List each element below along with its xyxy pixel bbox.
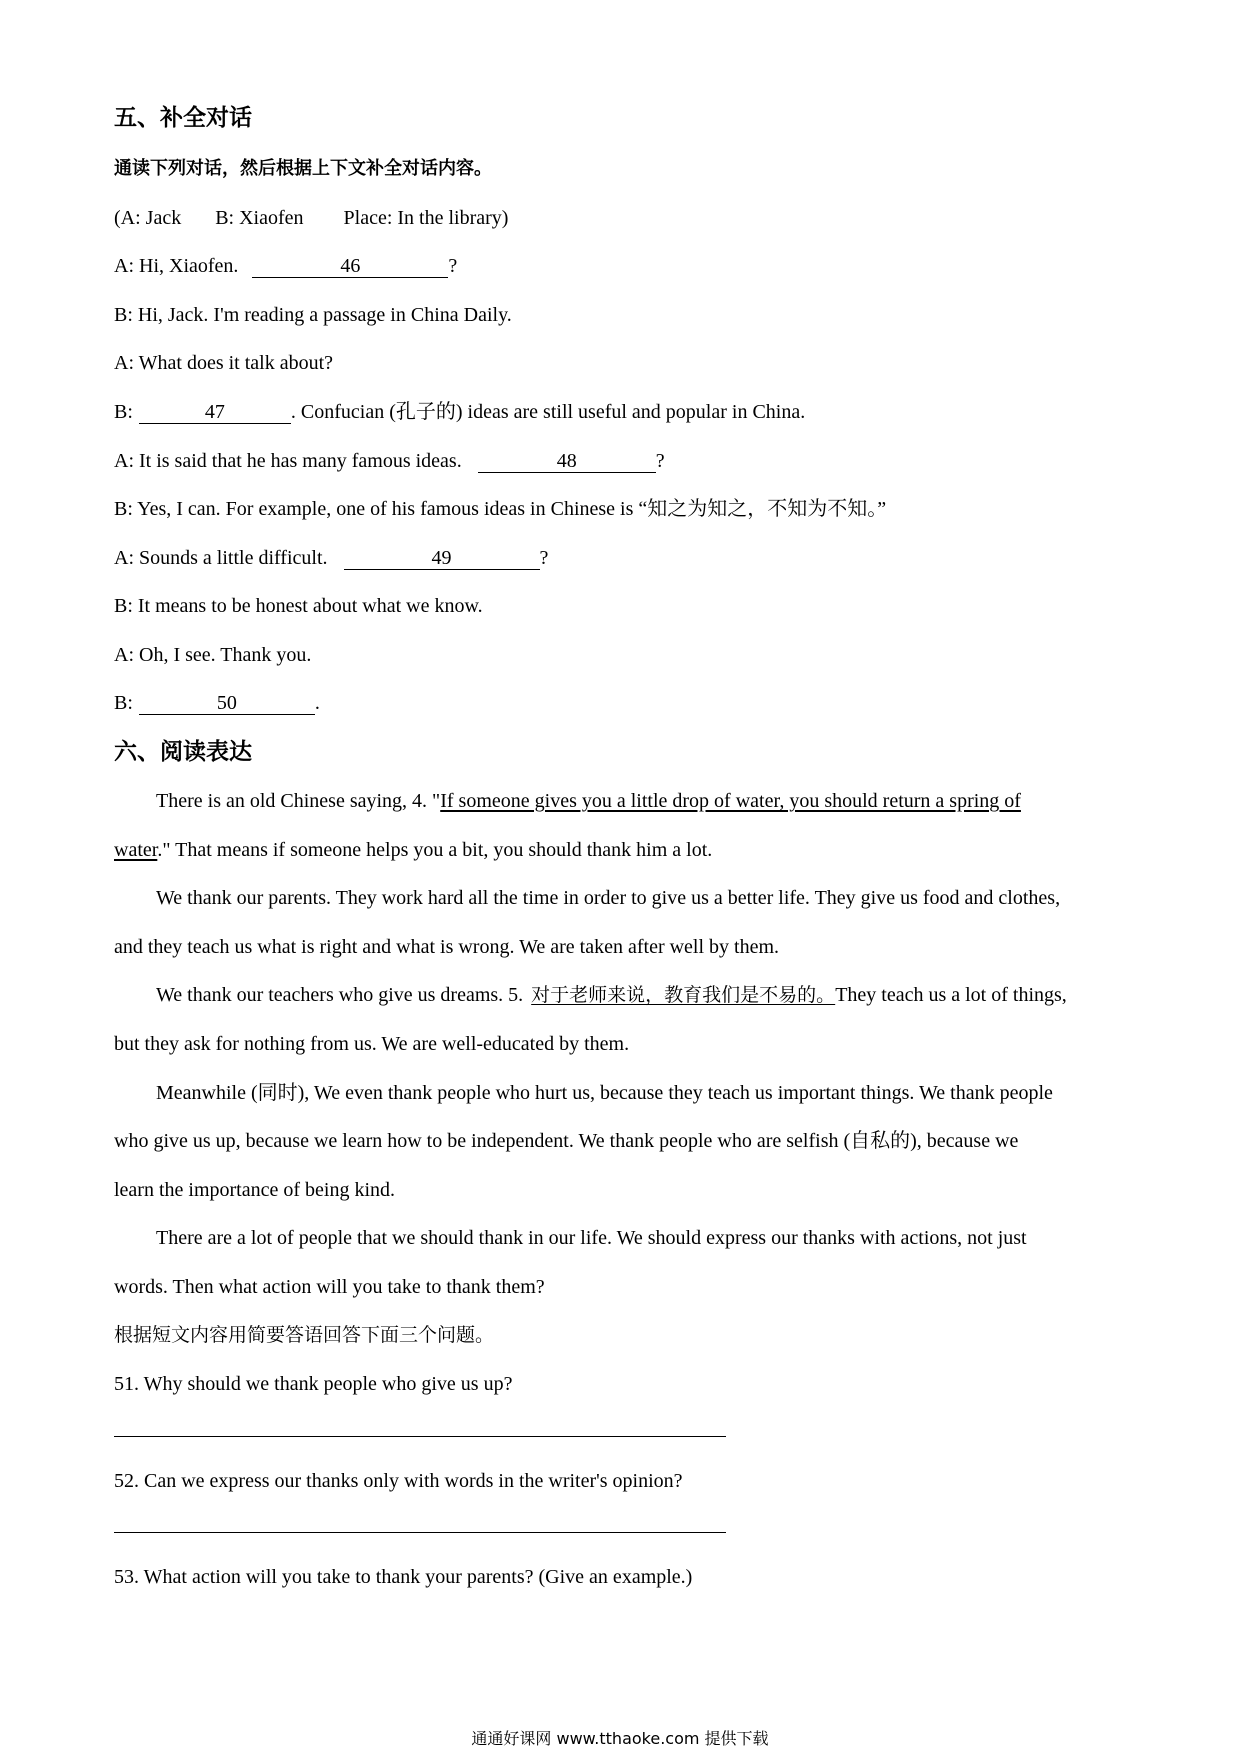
dialogue-line: A: Hi, Xiaofen. 46 ? (114, 255, 458, 277)
dialogue-line: B: 47 . Confucian (孔子的) ideas are still useful and popular in China. (114, 401, 806, 423)
section-instruction: 通读下列对话，然后根据上下文补全对话内容。 (114, 158, 492, 179)
paragraph-line: We thank our teachers who give us dreams. 5. 对于老师来说，教育我们是不易的。They teach us a lot of things, (156, 984, 1067, 1006)
answer-blank-49[interactable]: 49 (344, 547, 540, 570)
translation-target-4-end: water (114, 839, 158, 861)
answer-blank-47[interactable]: 47 (139, 401, 291, 424)
dialogue-line: A: What does it talk about? (114, 352, 334, 374)
answer-blank-46[interactable]: 46 (252, 255, 448, 278)
paragraph-line: but they ask for nothing from us. We are well-educated by them. (114, 1033, 630, 1055)
paragraph-line: words. Then what action will you take to thank them? (114, 1276, 545, 1298)
paragraph-line: There is an old Chinese saying, 4. "If someone gives you a little drop of water, you should return a spring of (156, 790, 1021, 812)
paragraph-line: Meanwhile (同时), We even thank people who hurt us, because they teach us important things. We thank people (156, 1082, 1053, 1104)
question-51: 51. Why should we thank people who give us up? (114, 1373, 513, 1395)
question-52: 52. Can we express our thanks only with words in the writer's opinion? (114, 1470, 683, 1492)
dialogue-line: B: Hi, Jack. I'm reading a passage in China Daily. (114, 304, 512, 326)
section-heading: 五、补全对话 (114, 105, 252, 131)
question-53: 53. What action will you take to thank your parents? (Give an example.) (114, 1566, 693, 1588)
dialogue-line: A: Sounds a little difficult. 49 ? (114, 547, 549, 569)
paragraph-line: learn the importance of being kind. (114, 1179, 396, 1201)
dialogue-line: A: Oh, I see. Thank you. (114, 644, 312, 666)
translation-target-4: If someone gives you a little drop of water, you should return a spring of (440, 790, 1021, 812)
dialogue-line: B: It means to be honest about what we know. (114, 595, 483, 617)
paragraph-line: and they teach us what is right and what is wrong. We are taken after well by them. (114, 936, 780, 958)
answer-line-52[interactable] (114, 1532, 726, 1533)
dialogue-line: A: It is said that he has many famous ideas. 48 ? (114, 450, 665, 472)
dialogue-line: B: 50 . (114, 692, 320, 714)
dialogue-roles (114, 206, 508, 230)
translation-target-5: 对于老师来说，教育我们是不易的。 (531, 984, 836, 1006)
paragraph-line: There are a lot of people that we should thank in our life. We should express our thanks with actions, not just (156, 1227, 1027, 1249)
paragraph-line: water." That means if someone helps you a bit, you should thank him a lot. (114, 839, 713, 861)
role-a: (A: Jack (114, 207, 182, 229)
paragraph-line: who give us up, because we learn how to be independent. We thank people who are selfish (自私的), because we (114, 1130, 1019, 1152)
answer-blank-50[interactable]: 50 (139, 692, 315, 715)
page-footer: 通通好课网 www.tthaoke.com 提供下载 (471, 1729, 769, 1748)
place: Place: In the library) (343, 207, 509, 229)
questions-instruction: 根据短文内容用简要答语回答下面三个问题。 (114, 1324, 495, 1346)
section-heading: 六、阅读表达 (114, 739, 252, 765)
answer-line-51[interactable] (114, 1436, 726, 1437)
role-b: B: Xiaofen (215, 207, 304, 229)
paragraph-line: We thank our parents. They work hard all the time in order to give us a better life. They give us food and clothes, (156, 887, 1061, 909)
dialogue-line: B: Yes, I can. For example, one of his famous ideas in Chinese is “知之为知之，不知为不知。” (114, 498, 887, 520)
answer-blank-48[interactable]: 48 (478, 450, 656, 473)
